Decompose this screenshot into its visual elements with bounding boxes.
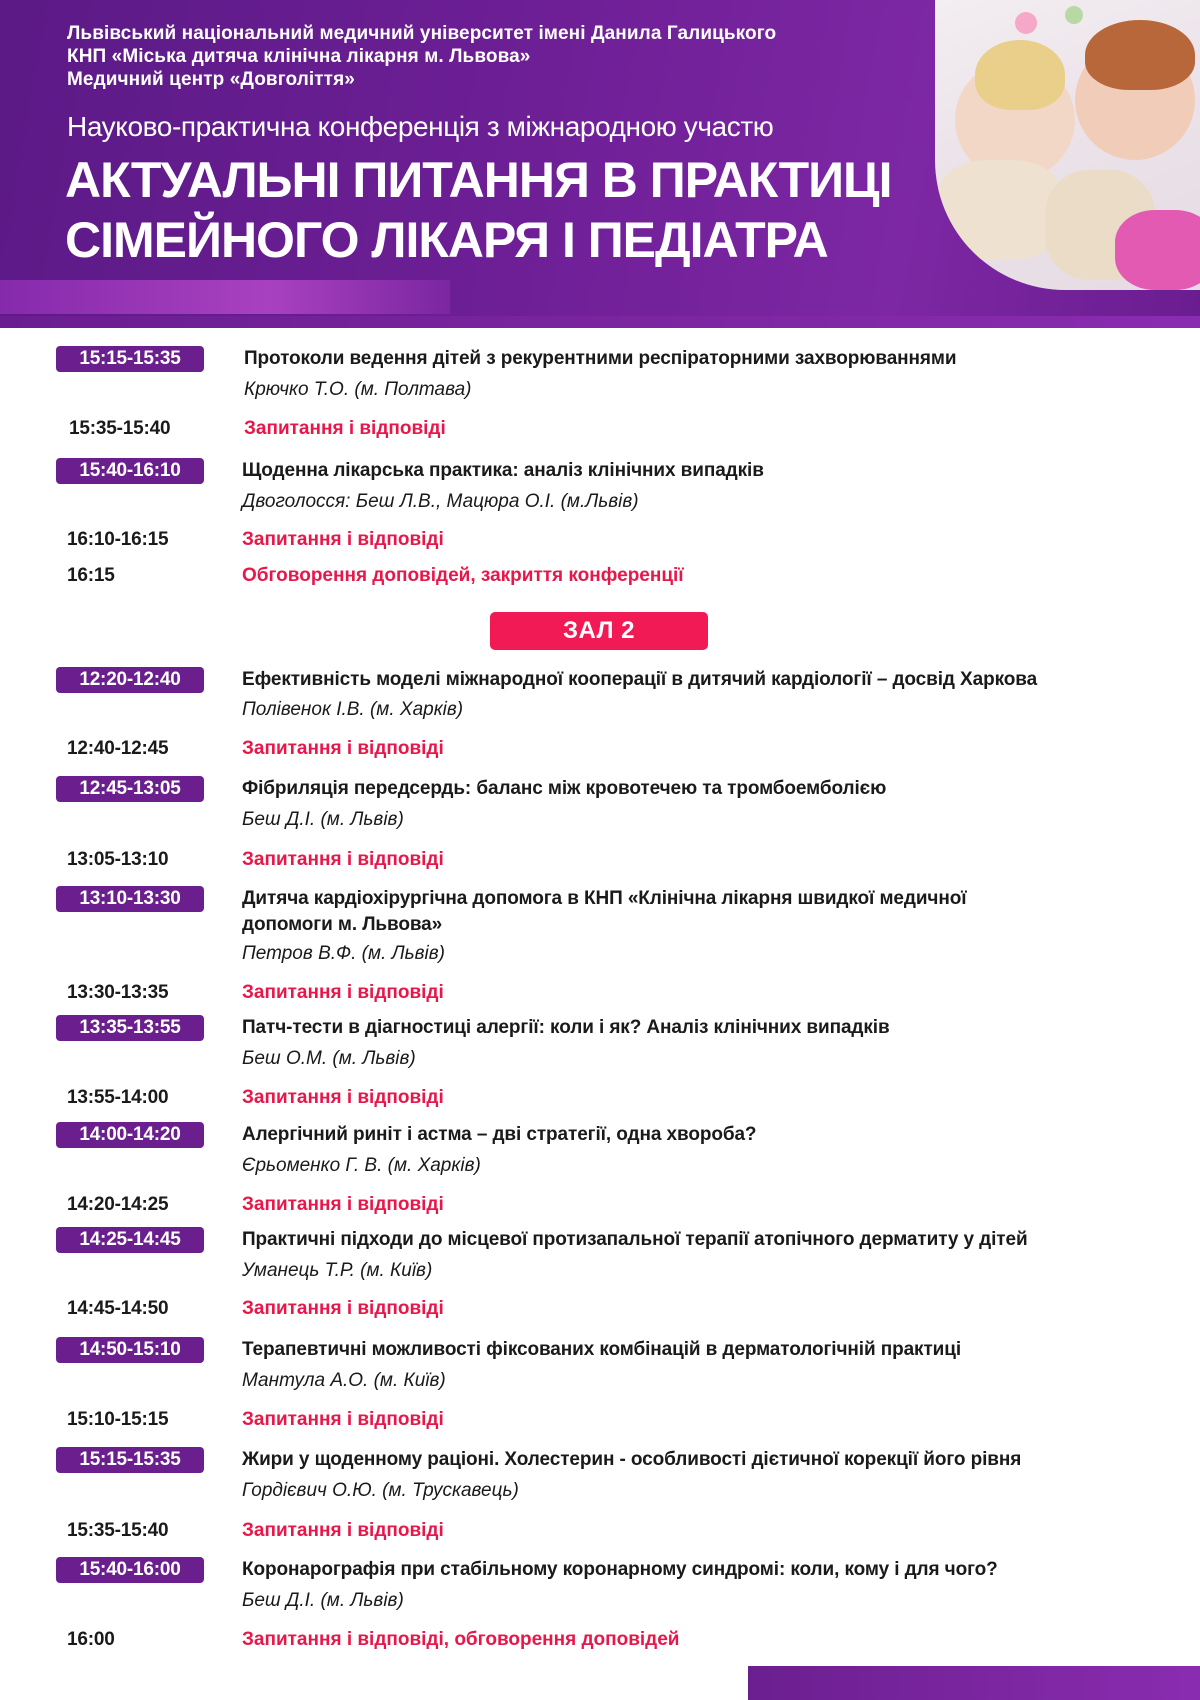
- time-label: 13:05-13:10: [67, 849, 169, 870]
- time-badge: 13:35-13:55: [56, 1015, 204, 1041]
- qa-label: Запитання і відповіді: [242, 529, 444, 550]
- time-label: 14:20-14:25: [67, 1194, 169, 1215]
- time-badge: 12:20-12:40: [56, 667, 204, 693]
- conference-title: [65, 150, 891, 270]
- time-badge: 15:15-15:35: [56, 1447, 204, 1473]
- time-label: 13:55-14:00: [67, 1087, 169, 1108]
- time-badge: 12:45-13:05: [56, 776, 204, 802]
- talk-title-line: Дитяча кардіохірургічна допомога в КНП «Клінічна лікарня швидкої медичної: [242, 888, 967, 909]
- qa-label: Запитання і відповіді: [242, 1298, 444, 1319]
- time-label: 15:35-15:40: [69, 418, 171, 439]
- qa-label: Запитання і відповіді: [242, 1087, 444, 1108]
- time-label: 14:45-14:50: [67, 1298, 169, 1319]
- header-bottom-band: [0, 316, 1200, 328]
- time-badge: 14:00-14:20: [56, 1122, 204, 1148]
- qa-label: Запитання і відповіді, обговорення доповідей: [242, 1629, 680, 1650]
- qa-label: Запитання і відповіді: [242, 1409, 444, 1430]
- talk-title-line: допомоги м. Львова»: [242, 914, 443, 935]
- time-label: 15:35-15:40: [67, 1520, 169, 1541]
- talk-speaker: Петров В.Ф. (м. Львів): [242, 943, 445, 964]
- talk-title: Жири у щоденному раціоні. Холестерин - особливості дієтичної корекції його рівня: [242, 1449, 1022, 1470]
- talk-speaker: Гордієвич О.Ю. (м. Трускавець): [242, 1480, 519, 1501]
- header-stripe: [0, 280, 450, 314]
- talk-title: Терапевтичні можливості фіксованих комбінацій в дерматологічній практиці: [242, 1339, 962, 1360]
- talk-title: Коронарографія при стабільному коронарному синдромі: коли, кому і для чого?: [242, 1559, 998, 1580]
- talk-title: Фібриляція передсердь: баланс між кровотечею та тромбоемболією: [242, 778, 887, 799]
- time-badge: 13:10-13:30: [56, 886, 204, 912]
- talk-title: Щоденна лікарська практика: аналіз клінічних випадків: [242, 460, 764, 481]
- talk-speaker: Беш Д.І. (м. Львів): [242, 1590, 404, 1611]
- time-label: 16:10-16:15: [67, 529, 169, 550]
- time-badge: 15:15-15:35: [56, 346, 204, 372]
- talk-speaker: Беш О.М. (м. Львів): [242, 1048, 416, 1069]
- talk-title: Алергічний риніт і астма – дві стратегії, одна хвороба?: [242, 1124, 757, 1145]
- title-line: СІМЕЙНОГО ЛІКАРЯ І ПЕДІАТРА: [65, 212, 828, 268]
- talk-speaker: Уманець Т.Р. (м. Київ): [242, 1260, 433, 1281]
- time-label: 15:10-15:15: [67, 1409, 169, 1430]
- time-badge: 15:40-16:00: [56, 1557, 204, 1583]
- time-badge: 14:50-15:10: [56, 1337, 204, 1363]
- header-banner: [0, 0, 1200, 328]
- talk-speaker: Двоголосся: Беш Л.В., Мацюра О.І. (м.Львів): [242, 491, 639, 512]
- organizers: [67, 22, 776, 91]
- qa-label: Запитання і відповіді: [242, 738, 444, 759]
- talk-title: Протоколи ведення дітей з рекурентними респіраторними захворюваннями: [244, 348, 957, 369]
- talk-title: Патч-тести в діагностиці алергії: коли і як? Аналіз клінічних випадків: [242, 1017, 890, 1038]
- conference-subtitle: Науково-практична конференція з міжнародною участю: [67, 111, 774, 142]
- time-label: 16:15: [67, 565, 115, 586]
- footer-band: [748, 1666, 1200, 1700]
- qa-label: Запитання і відповіді: [244, 418, 446, 439]
- talk-title: Ефективність моделі міжнародної кооперації в дитячий кардіології – досвід Харкова: [242, 669, 1038, 690]
- qa-label: Запитання і відповіді: [242, 982, 444, 1003]
- time-badge: 15:40-16:10: [56, 458, 204, 484]
- organizer-line: КНП «Міська дитяча клінічна лікарня м. Львова»: [67, 46, 531, 67]
- talk-speaker: Беш Д.І. (м. Львів): [242, 809, 404, 830]
- talk-title: Практичні підходи до місцевої протизапальної терапії атопічного дерматиту у дітей: [242, 1229, 1028, 1250]
- time-label: 16:00: [67, 1629, 115, 1650]
- children-photo: [935, 0, 1200, 290]
- hall-2-badge: ЗАЛ 2: [490, 612, 708, 650]
- time-badge: 14:25-14:45: [56, 1227, 204, 1253]
- talk-speaker: Єрьоменко Г. В. (м. Харків): [242, 1155, 481, 1176]
- qa-label: Запитання і відповіді: [242, 849, 444, 870]
- talk-speaker: Мантула А.О. (м. Київ): [242, 1370, 446, 1391]
- talk-speaker: Крючко Т.О. (м. Полтава): [244, 379, 472, 400]
- organizer-line: Львівський національний медичний університет імені Данила Галицького: [67, 23, 777, 44]
- title-line: АКТУАЛЬНІ ПИТАННЯ В ПРАКТИЦІ: [65, 152, 892, 208]
- qa-label: Обговорення доповідей, закриття конференції: [242, 565, 684, 586]
- organizer-line: Медичний центр «Довголіття»: [67, 69, 355, 90]
- time-label: 13:30-13:35: [67, 982, 169, 1003]
- qa-label: Запитання і відповіді: [242, 1520, 444, 1541]
- qa-label: Запитання і відповіді: [242, 1194, 444, 1215]
- talk-speaker: Полівенок І.В. (м. Харків): [242, 699, 464, 720]
- time-label: 12:40-12:45: [67, 738, 169, 759]
